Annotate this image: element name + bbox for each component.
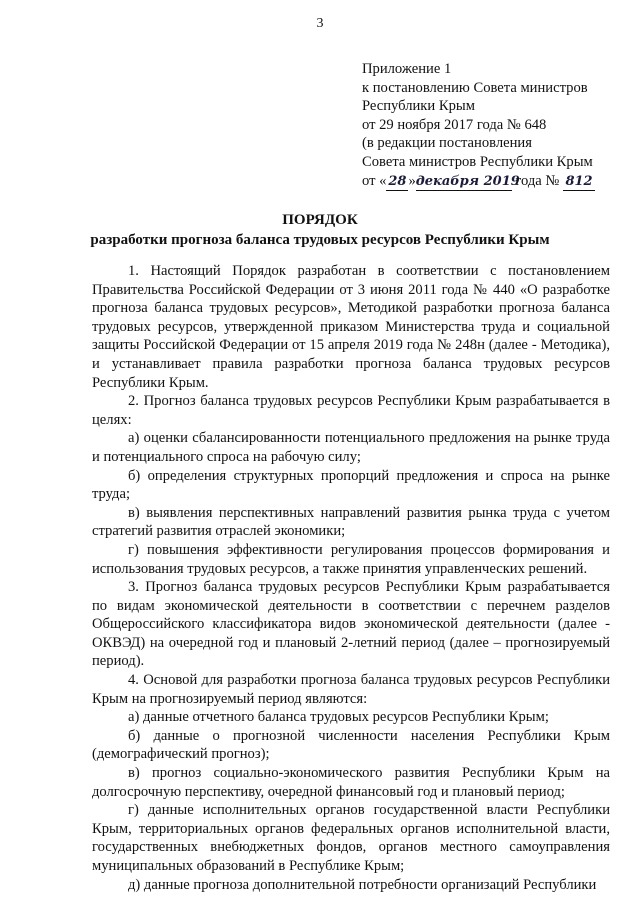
handwritten-day: 28 xyxy=(388,173,407,189)
title-subheading: разработки прогноза баланса трудовых ресурсов Республики Крым xyxy=(90,232,550,248)
date-separator: » xyxy=(408,172,416,189)
appendix-line: к постановлению Совета министров xyxy=(362,79,588,96)
page-number: 3 xyxy=(316,16,324,31)
handwritten-number: 812 xyxy=(563,174,595,191)
appendix-line: от 29 ноября 2017 года № 648 xyxy=(362,116,547,133)
paragraph: 3. Прогноз баланса трудовых ресурсов Республики Крым разрабатывается по видам экономической деятельности в соответствии с перечнем разделов Общероссийского классификатора видов экономической деятельности (далее - ОКВЭД) на очередной год и плановый 2-летний период (далее – прогнозируемый период). xyxy=(92,579,610,670)
appendix-line: Совета министров Республики Крым xyxy=(362,153,593,170)
date-prefix: от « xyxy=(362,172,387,189)
paragraph: в) прогноз социально-экономического развития Республики Крым на долгосрочную перспективу, очередной финансовый год и плановый период; xyxy=(92,765,610,800)
paragraph: а) оценки сбалансированности потенциального предложения на рынке труда и потенциального спроса на рабочую силу; xyxy=(92,430,610,465)
paragraph: б) определения структурных пропорций предложения и спроса на рынке труда; xyxy=(92,467,610,503)
document-body xyxy=(92,262,610,894)
paragraph: 2. Прогноз баланса трудовых ресурсов Республики Крым разрабатывается в целях: xyxy=(92,393,610,428)
document-title xyxy=(0,210,640,250)
paragraph: г) повышения эффективности регулирования процессов формирования и использования трудовых ресурсов, а также принятия управленческих решений. xyxy=(92,541,610,577)
appendix-amendment-date-line xyxy=(362,172,632,191)
handwritten-month-year: декабря 2019 xyxy=(415,173,520,189)
number-label: года № xyxy=(511,172,564,189)
paragraph: 1. Настоящий Порядок разработан в соответствии с постановлением Правительства Российской Федерации от 3 июня 2011 года № 440 «О разработке прогноза баланса трудовых ресурсов», Методикой разработки прогноза баланса трудовых ресурсов, утвержденной приказом Министерства труда и социальной защиты Российской Федерации от 15 апреля 2019 года № 248н (далее - Методика), и устанавливает правила разработки прогноза баланса трудовых ресурсов Республики Крым. xyxy=(92,263,610,391)
paragraph: в) выявления перспективных направлений развития рынка труда с учетом стратегий развития отраслей экономики; xyxy=(92,504,610,540)
paragraph: д) данные прогноза дополнительной потребности организаций Республики xyxy=(128,876,597,893)
paragraph: б) данные о прогнозной численности населения Республики Крым (демографический прогноз); xyxy=(92,727,610,763)
appendix-line: Республики Крым xyxy=(362,98,475,115)
appendix-line: (в редакции постановления xyxy=(362,135,532,152)
appendix-line: Приложение 1 xyxy=(362,61,452,77)
paragraph: г) данные исполнительных органов государственной власти Республики Крым, территориальных органов федеральных органов исполнительной власти, государственных внебюджетных фондов, органов местного самоуправления муниципальных образований в Республике Крым; xyxy=(92,802,610,874)
paragraph: а) данные отчетного баланса трудовых ресурсов Республики Крым; xyxy=(128,709,549,726)
appendix-block xyxy=(362,60,632,191)
paragraph: 4. Основой для разработки прогноза баланса трудовых ресурсов Республики Крым на прогнозируемый период являются: xyxy=(92,672,610,707)
title-heading: ПОРЯДОК xyxy=(282,212,358,228)
